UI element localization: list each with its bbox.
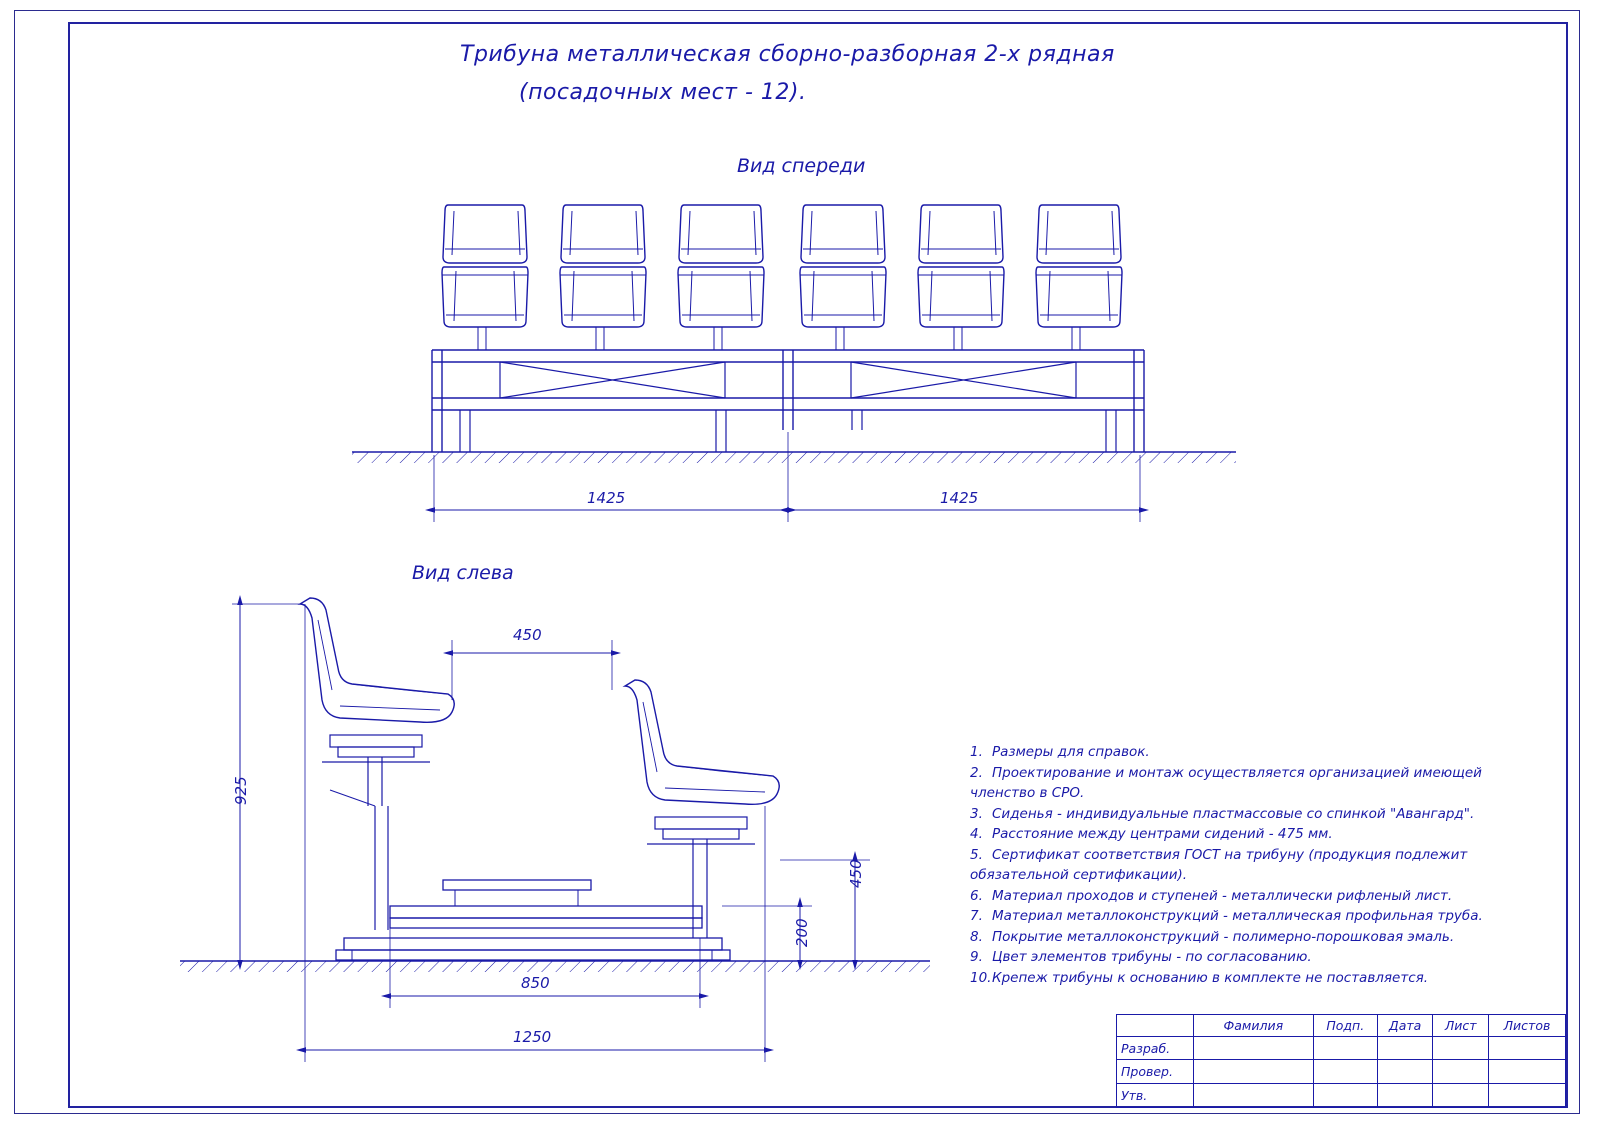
stamp-cell-date[interactable] bbox=[1377, 1060, 1433, 1084]
stamp-cell-surname[interactable] bbox=[1193, 1036, 1313, 1060]
note-number: 7. bbox=[970, 908, 983, 924]
note-number: 2. bbox=[970, 764, 983, 781]
dimension-front-left: 1425 bbox=[587, 489, 626, 507]
dimension-riser-450: 450 bbox=[847, 859, 865, 888]
front-view-drawing bbox=[352, 205, 1236, 522]
stamp-cell-surname[interactable] bbox=[1193, 1060, 1313, 1084]
stamp-cell-sheets[interactable] bbox=[1488, 1036, 1565, 1060]
note-text: Крепеж трибуны к основанию в комплекте не поставляется. bbox=[992, 969, 1429, 986]
stamp-header-sheets: Листов bbox=[1488, 1015, 1565, 1037]
note-number: 10. bbox=[970, 969, 992, 986]
dimension-height-925: 925 bbox=[232, 776, 250, 805]
note-text: Цвет элементов трибуны - по согласованию. bbox=[992, 949, 1312, 965]
technical-notes-list bbox=[970, 742, 1515, 988]
stamp-cell-signature[interactable] bbox=[1313, 1060, 1377, 1084]
note-item bbox=[970, 824, 1515, 845]
note-number: 5. bbox=[970, 846, 983, 863]
stamp-header-sheet: Лист bbox=[1433, 1015, 1489, 1037]
stamp-header-surname: Фамилия bbox=[1193, 1015, 1313, 1037]
note-item bbox=[970, 947, 1515, 968]
note-number: 6. bbox=[970, 887, 983, 904]
table-row bbox=[1117, 1015, 1566, 1037]
note-number: 3. bbox=[970, 805, 983, 822]
dimension-seat-depth: 450 bbox=[513, 626, 542, 644]
note-text: Проектирование и монтаж осуществляется организацией имеющей членство в СРО. bbox=[970, 764, 1482, 801]
note-text: Покрытие металлоконструкций - полимерно-порошковая эмаль. bbox=[992, 928, 1455, 945]
note-item bbox=[970, 906, 1515, 927]
stamp-row-label-developer: Разраб. bbox=[1117, 1036, 1194, 1060]
note-item bbox=[970, 845, 1515, 886]
stamp-cell-sheet[interactable] bbox=[1433, 1084, 1489, 1108]
stamp-cell-sheets[interactable] bbox=[1488, 1060, 1565, 1084]
stamp-cell-signature[interactable] bbox=[1313, 1036, 1377, 1060]
note-text: Сиденья - индивидуальные пластмассовые со спинкой "Авангард". bbox=[992, 805, 1475, 822]
stamp-cell-signature[interactable] bbox=[1313, 1084, 1377, 1108]
table-row bbox=[1117, 1084, 1566, 1108]
note-text: Расстояние между центрами сидений - 475 мм. bbox=[992, 826, 1333, 842]
stamp-row-label-approver: Утв. bbox=[1117, 1084, 1194, 1108]
note-item bbox=[970, 804, 1515, 825]
drawing-title-line-2: (посадочных мест - 12). bbox=[519, 80, 807, 105]
note-number: 1. bbox=[970, 744, 983, 760]
title-block-table bbox=[1116, 1014, 1566, 1108]
stamp-row-label-checker: Провер. bbox=[1117, 1060, 1194, 1084]
note-text: Сертификат соответствия ГОСТ на трибуну (продукция подлежит обязательной сертификации). bbox=[970, 846, 1468, 883]
note-number: 4. bbox=[970, 826, 983, 842]
note-text: Материал проходов и ступеней - металлически рифленый лист. bbox=[992, 887, 1453, 904]
left-view-drawing bbox=[180, 598, 930, 1062]
note-text: Материал металлоконструкций - металлическая профильная труба. bbox=[992, 908, 1483, 924]
stamp-header-signature: Подп. bbox=[1313, 1015, 1377, 1037]
stamp-cell-date[interactable] bbox=[1377, 1036, 1433, 1060]
table-row bbox=[1117, 1060, 1566, 1084]
note-item bbox=[970, 927, 1515, 948]
dimension-front-right: 1425 bbox=[940, 489, 979, 507]
note-number: 9. bbox=[970, 949, 983, 965]
note-number: 8. bbox=[970, 928, 983, 945]
stamp-cell-sheet[interactable] bbox=[1433, 1060, 1489, 1084]
stamp-cell-sheet[interactable] bbox=[1433, 1036, 1489, 1060]
dimension-step-200: 200 bbox=[793, 918, 811, 947]
note-item bbox=[970, 968, 1515, 989]
stamp-cell-surname[interactable] bbox=[1193, 1084, 1313, 1108]
front-view-label: Вид спереди bbox=[737, 155, 866, 177]
dimension-total-1250: 1250 bbox=[513, 1028, 552, 1046]
note-text: Размеры для справок. bbox=[992, 744, 1150, 760]
stamp-header-date: Дата bbox=[1377, 1015, 1433, 1037]
stamp-cell-sheets[interactable] bbox=[1488, 1084, 1565, 1108]
dimension-base-850: 850 bbox=[521, 974, 550, 992]
note-item bbox=[970, 763, 1515, 804]
left-view-label: Вид слева bbox=[412, 562, 514, 584]
note-item bbox=[970, 742, 1515, 763]
table-row bbox=[1117, 1036, 1566, 1060]
stamp-header-blank bbox=[1117, 1015, 1194, 1037]
note-item bbox=[970, 886, 1515, 907]
drawing-title-line-1: Трибуна металлическая сборно-разборная 2-х рядная bbox=[460, 42, 1115, 67]
stamp-cell-date[interactable] bbox=[1377, 1084, 1433, 1108]
